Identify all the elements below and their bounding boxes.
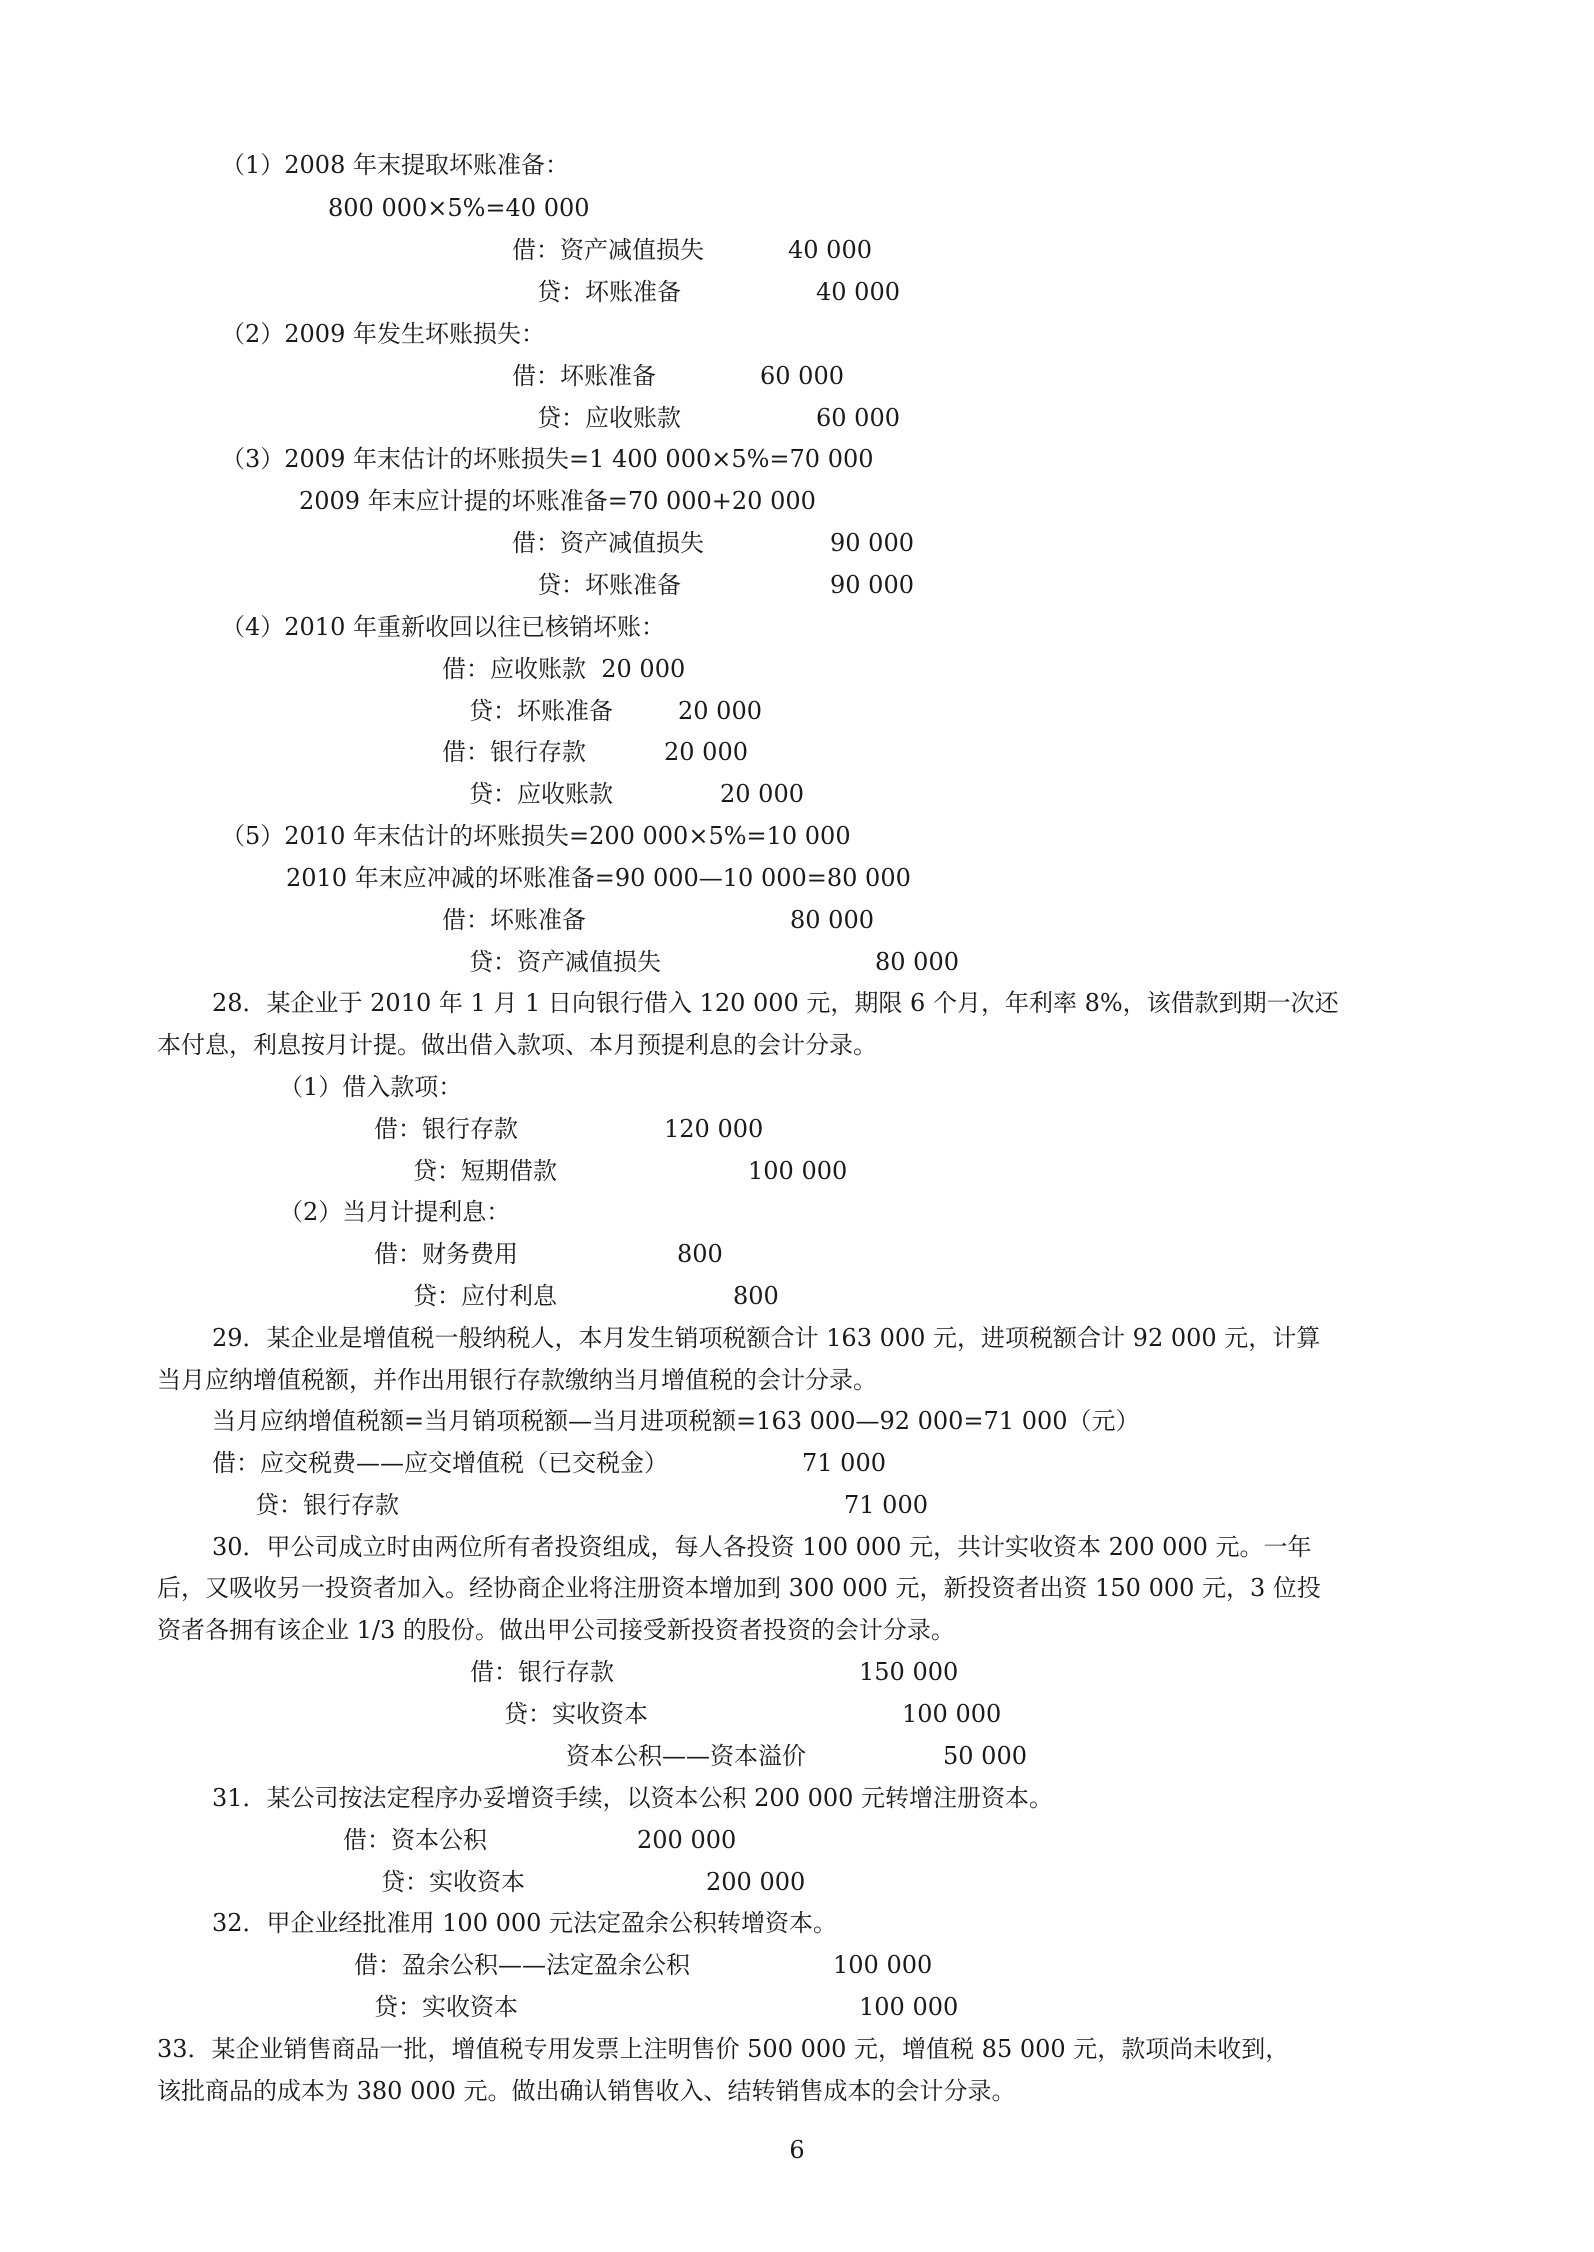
entry-amount: 20 000 <box>664 738 748 766</box>
text-line: 资者各拥有该企业 1/3 的股份。做出甲公司接受新投资者投资的会计分录。 <box>157 1616 955 1644</box>
text-line: 当月应纳增值税额，并作出用银行存款缴纳当月增值税的会计分录。 <box>157 1366 877 1394</box>
entry-amount: 20 000 <box>678 697 762 725</box>
text-line: 资本公积——资本溢价 <box>566 1742 806 1770</box>
text-line: （2）2009 年发生坏账损失： <box>221 320 545 348</box>
text-line: 贷：坏账准备 <box>537 278 681 306</box>
entry-amount: 80 000 <box>790 906 874 934</box>
text-line: 贷：应付利息 <box>413 1282 557 1310</box>
text-line: 借：资本公积 <box>343 1826 487 1854</box>
text-line: 32．甲企业经批准用 100 000 元法定盈余公积转增资本。 <box>212 1909 838 1937</box>
entry-amount: 200 000 <box>637 1826 737 1854</box>
text-line: 借：坏账准备 <box>512 362 656 390</box>
text-line: 借：资产减值损失 <box>512 529 704 557</box>
text-line: 贷：银行存款 <box>255 1491 399 1519</box>
text-line: 2009 年末应计提的坏账准备=70 000+20 000 <box>299 487 816 515</box>
text-line: 贷：应收账款 <box>537 404 681 432</box>
text-line: 33．某企业销售商品一批，增值税专用发票上注明售价 500 000 元，增值税 85 000 元，款项尚未收到， <box>157 2035 1290 2063</box>
text-line: 借：银行存款 <box>374 1115 518 1143</box>
entry-amount: 200 000 <box>706 1868 806 1896</box>
entry-amount: 100 000 <box>902 1700 1002 1728</box>
text-line: 借：坏账准备 <box>442 906 586 934</box>
text-line: 贷：坏账准备 <box>469 697 613 725</box>
text-line: 借：银行存款 <box>470 1658 614 1686</box>
text-line: 贷：应收账款 <box>469 780 613 808</box>
text-line: 借：应收账款 20 000 <box>442 655 686 683</box>
text-line: （2）当月计提利息： <box>279 1198 511 1226</box>
text-line: 后，又吸收另一投资者加入。经协商企业将注册资本增加到 300 000 元，新投资者出资 150 000 元，3 位投 <box>157 1574 1321 1602</box>
entry-amount: 100 000 <box>748 1157 848 1185</box>
entry-amount: 80 000 <box>875 948 959 976</box>
text-line: 贷：坏账准备 <box>537 571 681 599</box>
text-line: 800 000×5%=40 000 <box>328 194 590 222</box>
entry-amount: 100 000 <box>833 1951 933 1979</box>
text-line: 该批商品的成本为 380 000 元。做出确认销售收入、结转销售成本的会计分录。 <box>157 2077 1016 2105</box>
text-line: 29．某企业是增值税一般纳税人，本月发生销项税额合计 163 000 元，进项税额合计 92 000 元，计算 <box>212 1324 1321 1352</box>
entry-amount: 90 000 <box>830 529 914 557</box>
entry-amount: 800 <box>677 1240 723 1268</box>
entry-amount: 120 000 <box>664 1115 764 1143</box>
text-line: 30．甲公司成立时由两位所有者投资组成，每人各投资 100 000 元，共计实收资本 200 000 元。一年 <box>212 1533 1312 1561</box>
text-line: 贷：资产减值损失 <box>469 948 661 976</box>
text-line: 28．某企业于 2010 年 1 月 1 日向银行借入 120 000 元，期限 6 个月，年利率 8%，该借款到期一次还 <box>212 989 1339 1017</box>
text-line: 借：资产减值损失 <box>512 236 704 264</box>
text-line: 借：应交税费——应交增值税（已交税金） <box>212 1449 668 1477</box>
entry-amount: 50 000 <box>943 1742 1027 1770</box>
text-line: 当月应纳增值税额=当月销项税额—当月进项税额=163 000—92 000=71 000（元） <box>212 1407 1140 1435</box>
text-line: 贷：实收资本 <box>374 1993 518 2021</box>
text-line: （1）2008 年末提取坏账准备： <box>221 151 569 179</box>
entry-amount: 60 000 <box>760 362 844 390</box>
entry-amount: 40 000 <box>788 236 872 264</box>
text-line: 借：盈余公积——法定盈余公积 <box>354 1951 690 1979</box>
entry-amount: 71 000 <box>844 1491 928 1519</box>
text-line: （5）2010 年末估计的坏账损失=200 000×5%=10 000 <box>221 822 851 850</box>
text-line: 本付息，利息按月计提。做出借入款项、本月预提利息的会计分录。 <box>157 1031 877 1059</box>
entry-amount: 60 000 <box>816 404 900 432</box>
entry-amount: 20 000 <box>720 780 804 808</box>
entry-amount: 800 <box>733 1282 779 1310</box>
text-line: （3）2009 年末估计的坏账损失=1 400 000×5%=70 000 <box>221 445 874 473</box>
text-line: 31．某公司按法定程序办妥增资手续，以资本公积 200 000 元转增注册资本。 <box>212 1784 1054 1812</box>
text-line: 贷：实收资本 <box>381 1868 525 1896</box>
entry-amount: 40 000 <box>816 278 900 306</box>
page-number: 6 <box>789 2136 805 2164</box>
text-line: （1）借入款项： <box>279 1073 463 1101</box>
text-line: 2010 年末应冲减的坏账准备=90 000—10 000=80 000 <box>286 864 911 892</box>
text-line: 借：财务费用 <box>374 1240 518 1268</box>
text-line: 借：银行存款 <box>442 738 586 766</box>
text-line: 贷：实收资本 <box>504 1700 648 1728</box>
entry-amount: 90 000 <box>830 571 914 599</box>
entry-amount: 100 000 <box>859 1993 959 2021</box>
text-line: 贷：短期借款 <box>413 1157 557 1185</box>
text-line: （4）2010 年重新收回以往已核销坏账： <box>221 613 665 641</box>
entry-amount: 71 000 <box>802 1449 886 1477</box>
entry-amount: 150 000 <box>859 1658 959 1686</box>
